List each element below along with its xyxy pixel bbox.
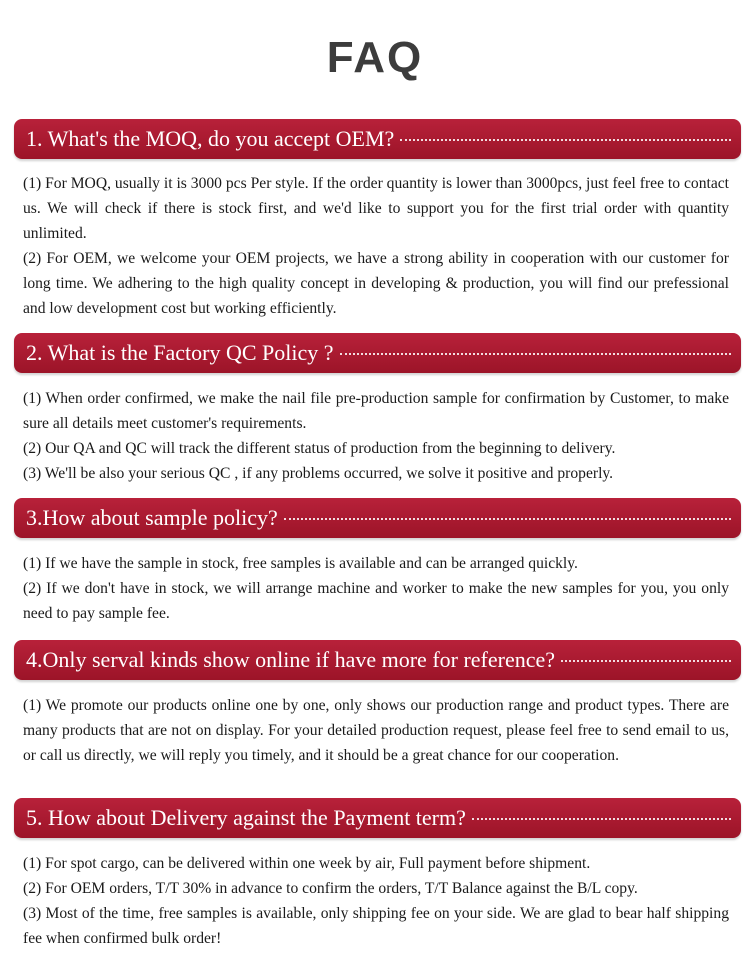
answer-paragraph: (2) Our QA and QC will track the different status of production from the beginning to delivery. <box>23 440 616 457</box>
faq-header-3 <box>14 498 741 538</box>
faq-question: 2. What is the Factory QC Policy ? <box>26 340 334 365</box>
dotted-divider <box>400 139 731 141</box>
faq-header-1 <box>14 119 741 159</box>
faq-header-5 <box>14 798 741 838</box>
answer-paragraph: (2) For OEM orders, T/T 30% in advance to confirm the orders, T/T Balance against the B/L copy. <box>23 880 638 897</box>
faq-header-2 <box>14 333 741 373</box>
faq-answer-5 <box>23 851 729 951</box>
answer-paragraph: (1) We promote our products online one by one, only shows our production range and product types. There are many products that are not on display. For your detailed production request, please feel free to send email to us, or call us directly, we will reply you timely, and it should be a great chance for our cooperation. <box>23 697 729 764</box>
answer-paragraph: (2) For OEM, we welcome your OEM projects, we have a strong ability in cooperation with our customer for long time. We adhering to the high quality concept in developing & production, you will find our prefessional and low development cost but working efficiently. <box>23 250 729 317</box>
answer-paragraph: (1) If we have the sample in stock, free samples is available and can be arranged quickly. <box>23 555 578 572</box>
faq-question: 1. What's the MOQ, do you accept OEM? <box>26 126 395 151</box>
answer-paragraph: (3) Most of the time, free samples is available, only shipping fee on your side. We are glad to bear half shipping fee when confirmed bulk order! <box>23 905 729 947</box>
faq-question: 4.Only serval kinds show online if have more for reference? <box>26 647 556 672</box>
answer-paragraph: (1) For spot cargo, can be delivered within one week by air, Full payment before shipment. <box>23 855 591 872</box>
dotted-divider <box>284 518 731 520</box>
answer-paragraph: (3) We'll be also your serious QC , if any problems occurred, we solve it positive and properly. <box>23 465 614 482</box>
answer-paragraph: (1) For MOQ, usually it is 3000 pcs Per style. If the order quantity is lower than 3000pcs, just feel free to contact us. We will check if there is stock first, and we'd like to support you for the first trial order with quantity unlimited. <box>23 175 729 242</box>
dotted-divider <box>472 818 731 820</box>
dotted-divider <box>561 660 731 662</box>
page-title: FAQ <box>326 33 424 82</box>
dotted-divider <box>340 353 731 355</box>
faq-answer-1 <box>23 171 729 321</box>
faq-header-4 <box>14 640 741 680</box>
faq-answer-3 <box>23 551 729 626</box>
answer-paragraph: (1) When order confirmed, we make the nail file pre-production sample for confirmation by Customer, to make sure all details meet customer's requirements. <box>23 390 729 432</box>
faq-answer-4 <box>23 693 729 768</box>
faq-answer-2 <box>23 386 729 486</box>
faq-question: 3.How about sample policy? <box>26 505 278 530</box>
answer-paragraph: (2) If we don't have in stock, we will arrange machine and worker to make the new samples for you, you only need to pay sample fee. <box>23 580 729 622</box>
faq-question: 5. How about Delivery against the Payment term? <box>26 805 466 830</box>
